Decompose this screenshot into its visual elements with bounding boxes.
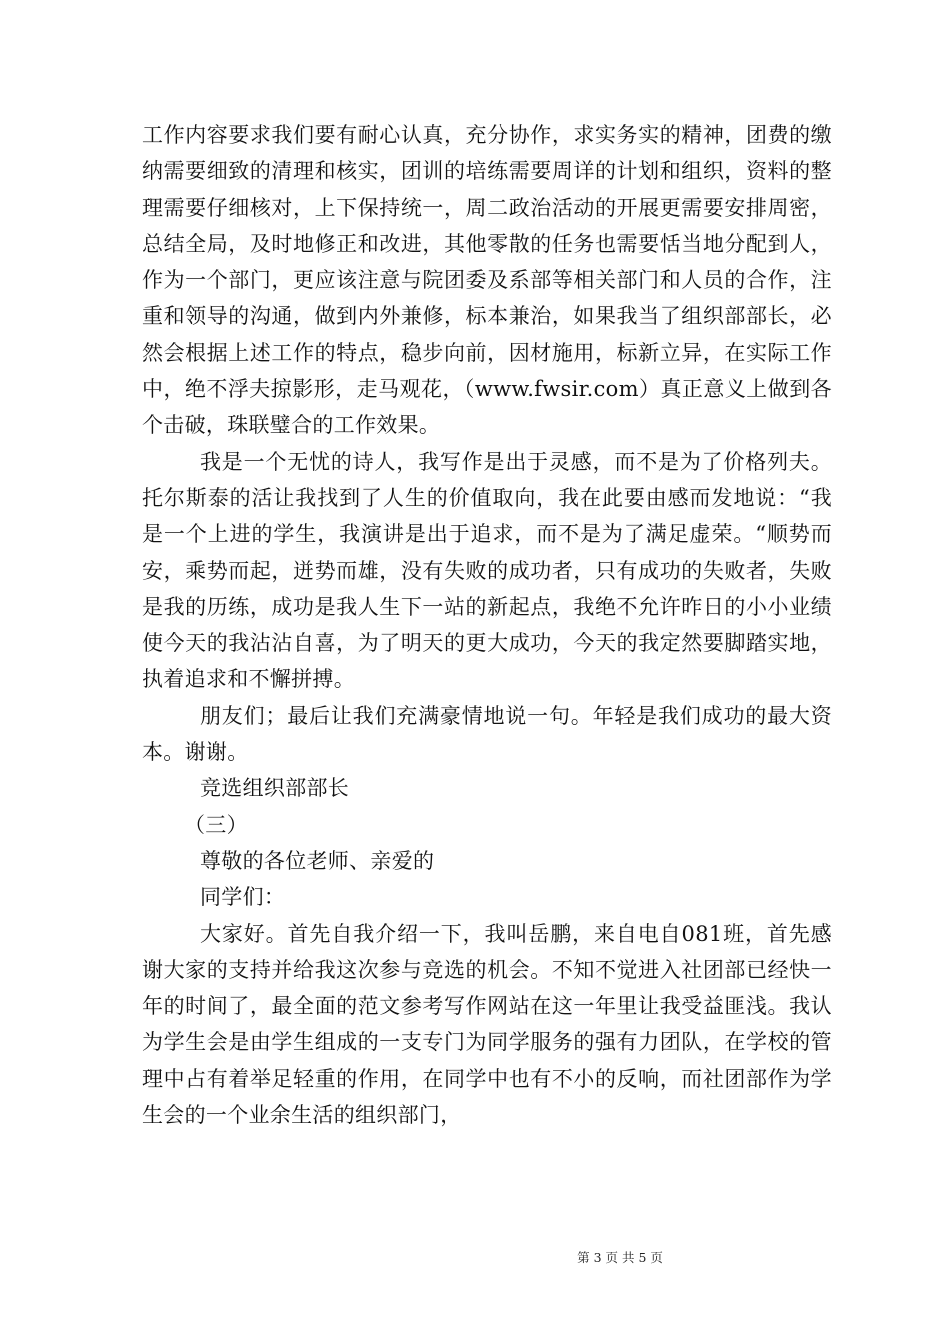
page-footer <box>0 1248 950 1266</box>
paragraph-introduction: 大家好。首先自我介绍一下，我叫岳鹏，来自电自081班，首先感谢大家的支持并给我这次参与竞选的机会。不知不觉进入社团部已经快一年的时间了，最全面的范文参考写作网站在这一年里让我受益匪浅。我认为学生会是由学生组成的一支专门为同学服务的强有力团队，在学校的管理中占有着举足轻重的作用，在同学中也有不小的反响，而社团部作为学生会的一个业余生活的组织部门， <box>142 921 832 1128</box>
salutation-line-2: 同学们： <box>200 885 286 910</box>
section-heading: 竞选组织部部长 <box>200 776 350 801</box>
page-number: 第 3 页 共 5 页 <box>577 1250 663 1265</box>
salutation-line-1: 尊敬的各位老师、亲爱的 <box>200 848 435 873</box>
paragraph-friends: 朋友们；最后让我们充满豪情地说一句。年轻是我们成功的最大资本。谢谢。 <box>142 703 832 765</box>
paragraph-work-content: 工作内容要求我们要有耐心认真，充分协作，求实务实的精神，团费的缴纳需要细致的清理和核实，团训的培练需要周详的计划和组织，资料的整理需要仔细核对，上下保持统一，周二政治活动的开展更需要安排周密，总结全局，及时地修正和改进，其他零散的任务也需要恬当地分配到人，作为一个部门，更应该注意与院团委及系部等相关部门和人员的合作，注重和领导的沟通，做到内外兼修，标本兼治，如果我当了组织部部长，必然会根据上述工作的特点，稳步向前，因材施用，标新立异，在实际工作中，绝不浮夫掠影形，走马观花，（www.fwsir.com）真正意义上做到各个击破，珠联璧合的工作效果。 <box>142 123 832 438</box>
document-body <box>142 117 832 1133</box>
section-number: （三） <box>184 812 248 837</box>
paragraph-poet: 我是一个无忧的诗人，我写作是出于灵感，而不是为了价格列夫。托尔斯泰的活让我找到了人生的价值取向，我在此要由感而发地说：“我是一个上进的学生，我演讲是出于追求，而不是为了满足虚荣。“顺势而安，乘势而起，迸势而雄，没有失败的成功者，只有成功的失败者，失败是我的历练，成功是我人生下一站的新起点，我绝不允许昨日的小小业绩使今天的我沾沾自喜，为了明天的更大成功，今天的我定然要脚踏实地，执着追求和不懈拼搏。 <box>142 449 832 692</box>
